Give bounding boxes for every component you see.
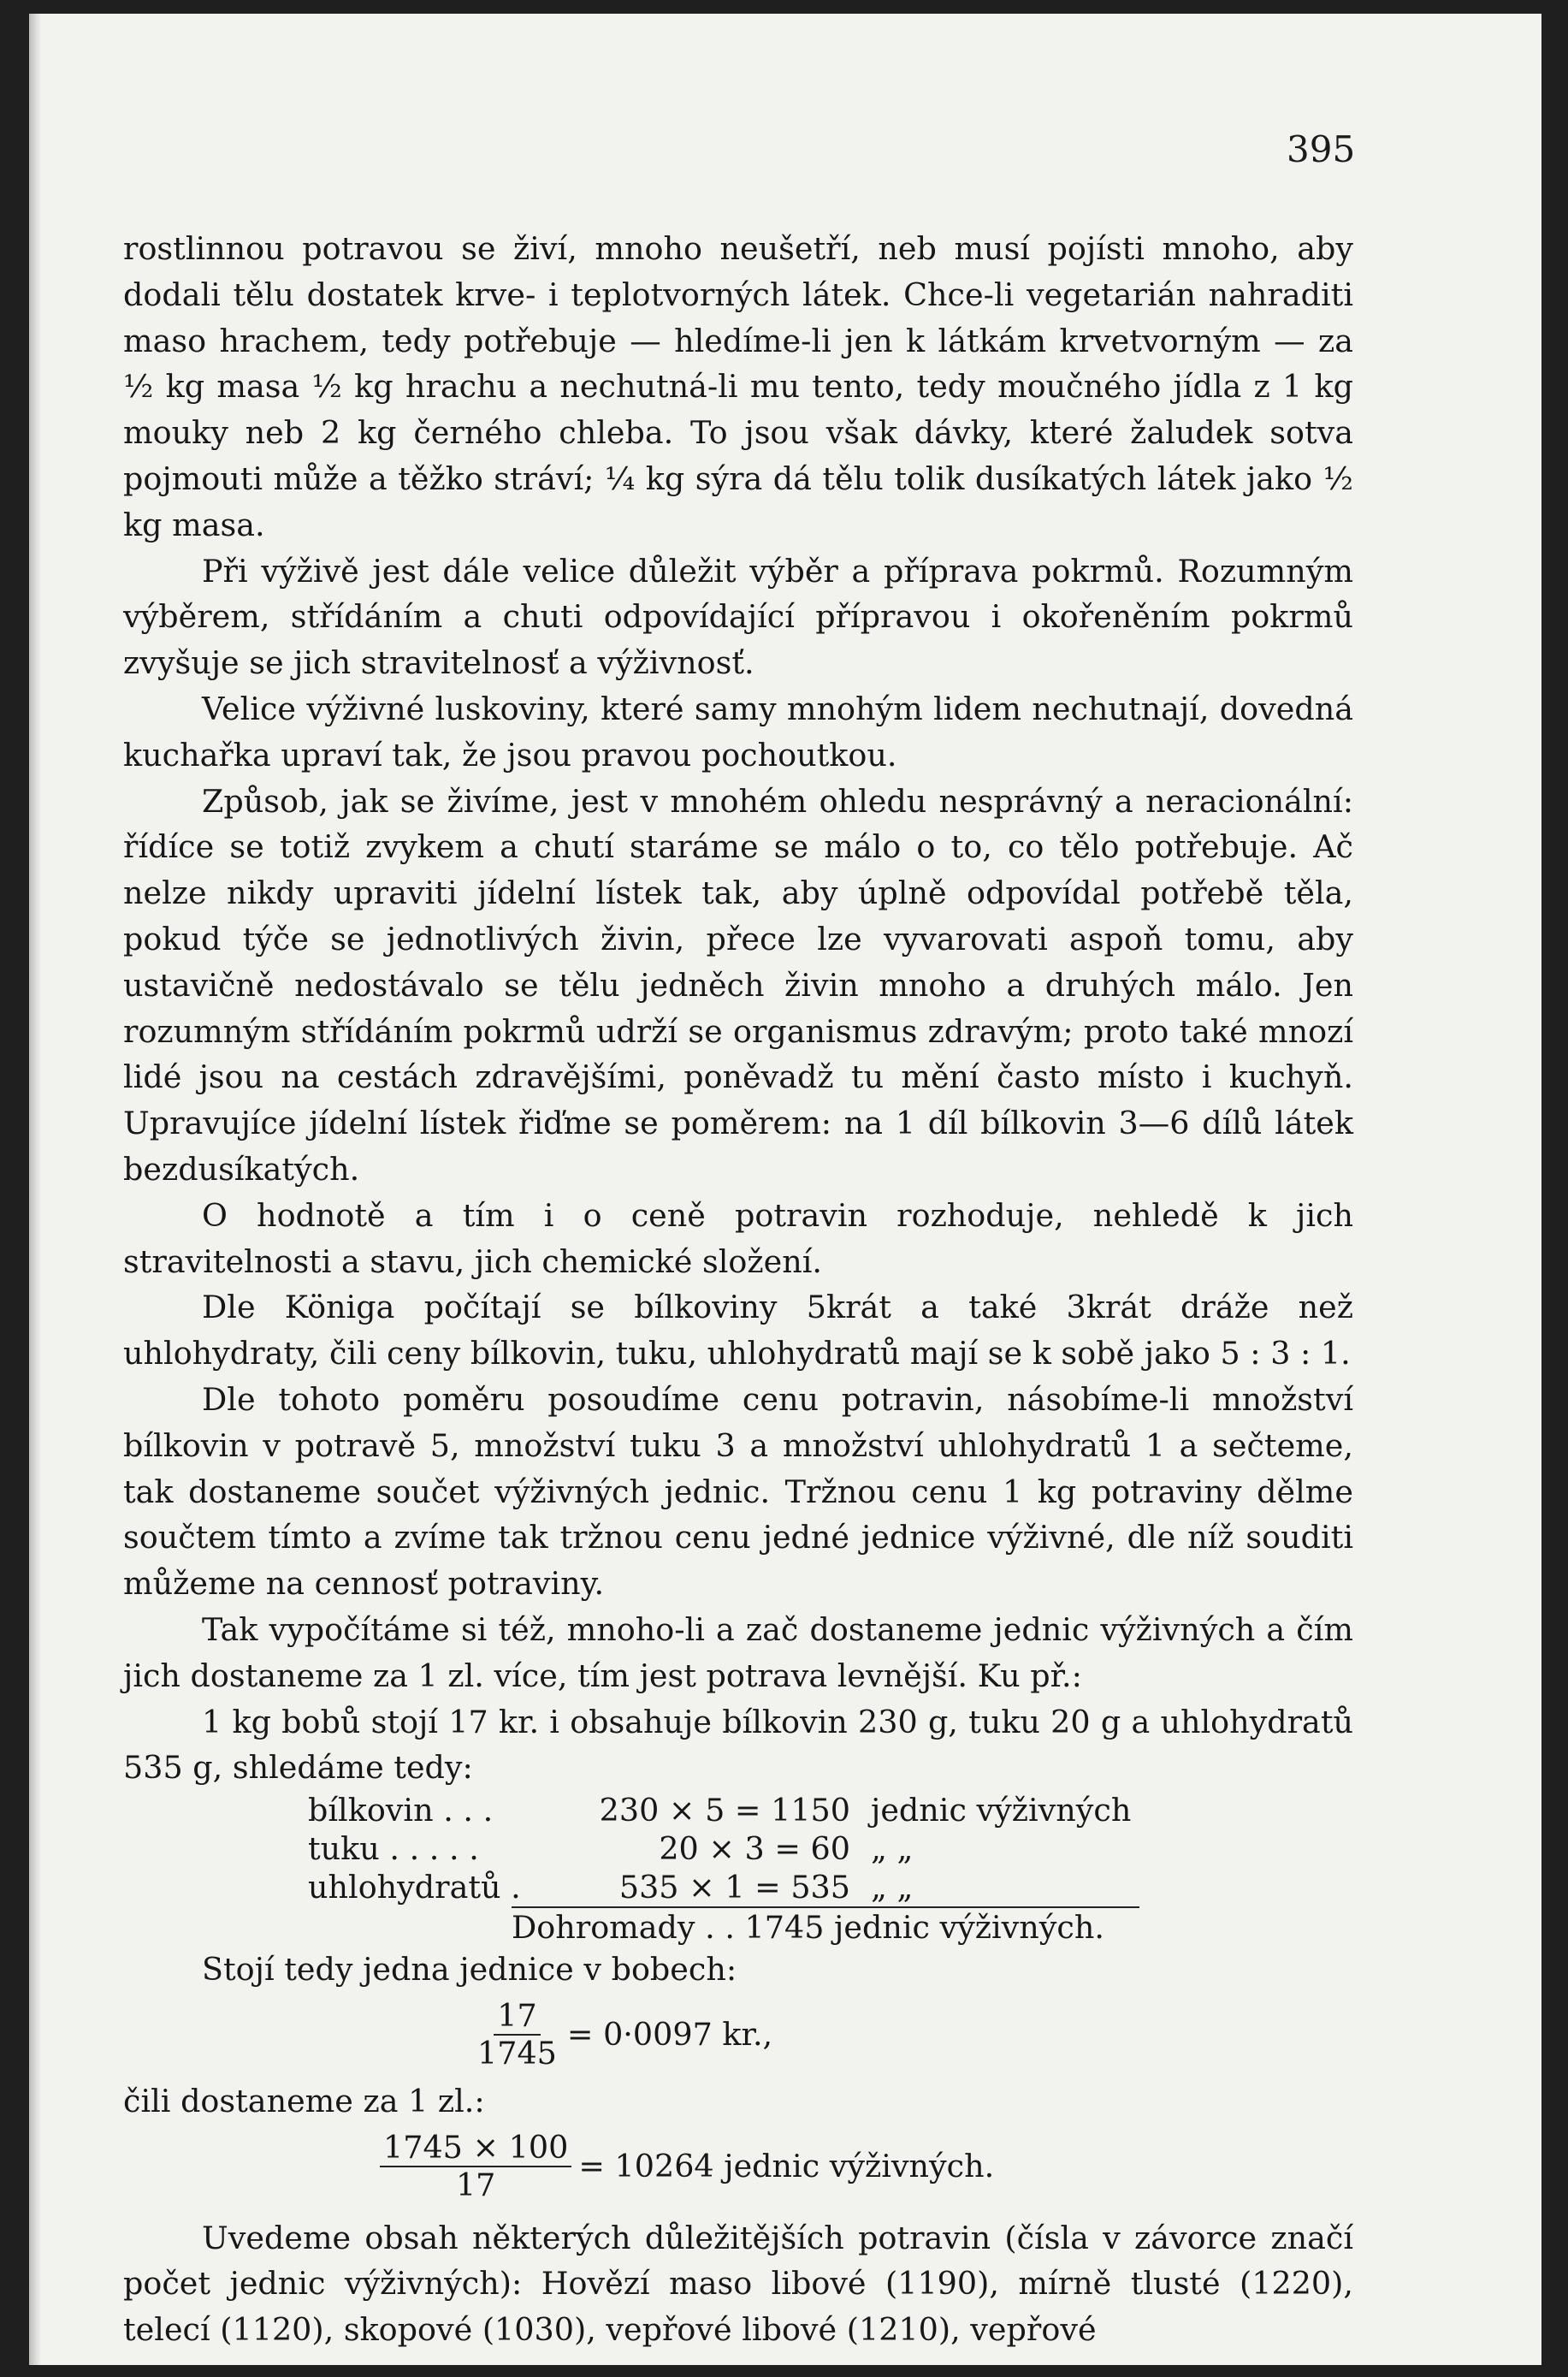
fraction-numerator: 17 bbox=[494, 1998, 540, 2036]
paragraph-4: Způsob, jak se živíme, jest v mnohém ohledu nesprávný a neracionální: řídíce se totiž zvykem a chutí staráme se málo o to, co tělo potřebuje. Ač nelze nikdy upraviti jídelní lístek tak, aby úplně odpovídal potřebě těla, pokud týče se jednotlivých živin, přece lze vyvarovati aspoň tomu, aby ustavičně nedostávalo se tělu jedněch živin mnoho a druhých málo. Jen rozumným střídáním pokrmů udrží se organismus zdravým; proto také mnozí lidé jsou na cestách zdravějšími, poněvadž tu mění často místo i kuchyň. Upravujíce jídelní lístek řiďme se poměrem: na 1 díl bílkovin 3—6 dílů látek bezdusíkatých. bbox=[123, 782, 1353, 1188]
calc-total: Dohromady . . 1745 jednic výživných. bbox=[512, 1906, 1139, 1947]
calc-expression: 20 × 3 = 60 bbox=[659, 1830, 850, 1868]
calc-label: bílkovin . . . bbox=[308, 1792, 494, 1829]
fraction bbox=[474, 1998, 560, 2072]
paragraph-6: Dle Königa počítají se bílkoviny 5krát a také 3krát dráže než uhlohydraty, čili ceny bílkovin, tuku, uhlohydratů mají se k sobě jako 5 : 3 : 1. bbox=[123, 1289, 1353, 1372]
paragraph-last: Uvedeme obsah některých důležitějších potravin (čísla v závorce značí počet jednic výživných): Hovězí maso libové (1190), mírně tlusté (1220), telecí (1120), skopové (1030), vepřové libové (1210), vepřové bbox=[123, 2219, 1353, 2349]
page-number: 395 bbox=[1287, 128, 1356, 170]
paragraph-7: Dle tohoto poměru posoudíme cenu potravin, násobíme-li množství bílkovin v potravě 5, množství tuku 3 a množství uhlohydratů 1 a sečteme, tak dostaneme součet výživných jednic. Tržnou cenu 1 kg potraviny dělme součtem tímto a zvíme tak tržnou cenu jedné jednice výživné, dle níž souditi můžeme na cennosť potraviny. bbox=[123, 1380, 1353, 1603]
paragraph-2: Při výživě jest dále velice důležit výběr a příprava pokrmů. Rozumným výběrem, střídáním a chuti odpovídající přípravou i okořeněním pokrmů zvyšuje se jich stravitelnosť a výživnosť. bbox=[123, 552, 1353, 682]
calc-label: uhlohydratů . bbox=[308, 1869, 521, 1906]
fraction bbox=[380, 2130, 571, 2203]
calc-unit: „ „ bbox=[871, 1830, 914, 1868]
paragraph-5: O hodnotě a tím i o ceně potravin rozhoduje, nehledě k jich stravitelnosti a stavu, jich chemické složení. bbox=[123, 1196, 1353, 1280]
fraction-result: = 0·0097 kr., bbox=[566, 2015, 773, 2053]
calc-row bbox=[308, 1829, 1172, 1868]
book-page bbox=[29, 14, 1541, 2365]
paragraph-9: 1 kg bobů stojí 17 kr. i obsahuje bílkovin 230 g, tuku 20 g a uhlohydratů 535 g, shledáme tedy: bbox=[123, 1703, 1353, 1787]
calc-expression: 535 × 1 = 535 bbox=[618, 1869, 850, 1906]
calc-row bbox=[308, 1868, 1172, 1906]
page-body bbox=[123, 226, 1353, 2353]
calc-row bbox=[308, 1791, 1172, 1829]
fraction-denominator: 1745 bbox=[477, 2034, 557, 2072]
paragraph-8: Tak vypočítáme si též, mnoho-li a zač dostaneme jednic výživných a čím jich dostaneme za 1 zl. více, tím jest potrava levnější. Ku př.: bbox=[123, 1610, 1353, 1694]
page-edge-shadow bbox=[29, 14, 41, 2365]
calc-expression: 230 × 5 = 1150 bbox=[599, 1792, 850, 1829]
per-zl-intro: čili dostaneme za 1 zl.: bbox=[123, 2082, 485, 2119]
calc-unit: jednic výživných bbox=[871, 1792, 1132, 1829]
paragraph-1: rostlinnou potravou se živí, mnoho neušetří, neb musí pojísti mnoho, aby dodali tělu dostatek krve- i teplotvorných látek. Chce-li vegetarián nahraditi maso hrachem, tedy potřebuje — hledíme-li jen k látkám krvetvorným — za ½ kg masa ½ kg hrachu a nechutná-li mu tento, tedy moučného jídla z 1 kg mouky neb 2 kg černého chleba. To jsou však dávky, které žaludek sotva pojmouti může a těžko stráví; ¼ kg sýra dá tělu tolik dusíkatých látek jako ½ kg masa. bbox=[123, 230, 1353, 543]
unit-price-intro: Stojí tedy jedna jednice v bobech: bbox=[202, 1951, 737, 1989]
fraction-denominator: 17 bbox=[455, 2166, 496, 2203]
fraction-result: = 10264 jednic výživných. bbox=[578, 2147, 995, 2184]
calc-label: tuku . . . . . bbox=[308, 1830, 479, 1868]
fraction-equation-2 bbox=[380, 2130, 1353, 2203]
fraction-numerator: 1745 × 100 bbox=[380, 2130, 571, 2167]
nutrition-calculation bbox=[308, 1791, 1172, 1947]
fraction-equation-1 bbox=[474, 1998, 1353, 2072]
paragraph-3: Velice výživné luskoviny, které samy mnohým lidem nechutnají, dovedná kuchařka upraví tak, že jsou pravou pochoutkou. bbox=[123, 690, 1353, 774]
calc-unit: „ „ bbox=[871, 1869, 914, 1906]
